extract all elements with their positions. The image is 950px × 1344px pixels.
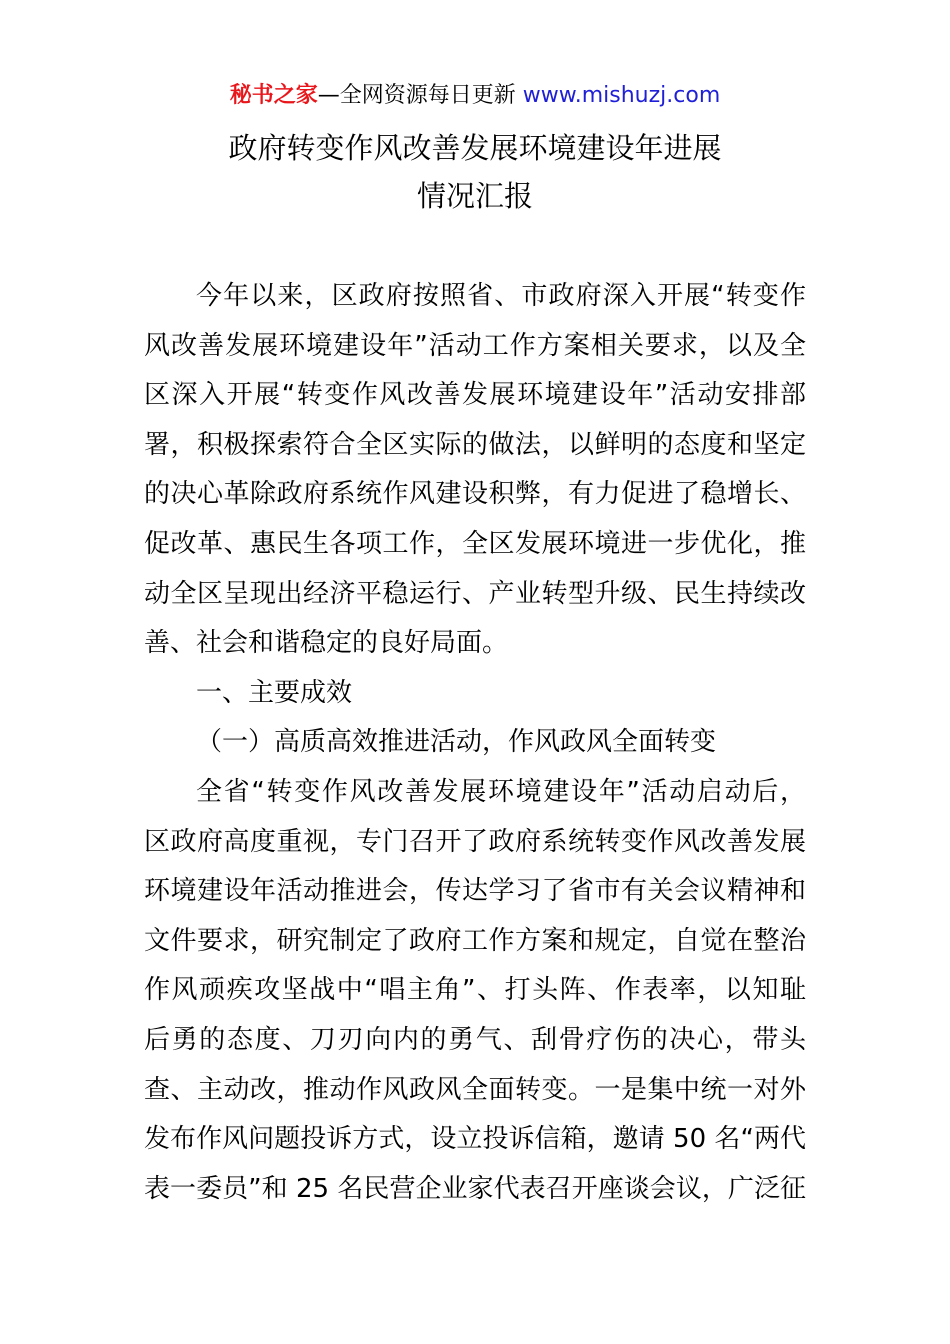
body-line: 文件要求，研究制定了政府工作方案和规定，自觉在整治	[144, 925, 806, 956]
body-line: 查、主动改，推动作风政风全面转变。一是集中统一对外	[144, 1074, 806, 1105]
document-title-line-1: 政府转变作风改善发展环境建设年进展	[228, 131, 722, 165]
body-line: 作风顽疾攻坚战中“唱主角”、打头阵、作表率，以知耻	[144, 975, 806, 1006]
site-tagline: —全网资源每日更新	[317, 83, 516, 108]
body-line: 表一委员”和 25 名民营企业家代表召开座谈会议，广泛征	[144, 1173, 806, 1204]
site-header	[0, 80, 950, 112]
body-line: 署，积极探索符合全区实际的做法，以鲜明的态度和坚定	[144, 429, 806, 460]
document-title-line-2: 情况汇报	[416, 179, 533, 213]
body-line: 今年以来，区政府按照省、市政府深入开展“转变作	[196, 281, 806, 311]
body-line: 促改革、惠民生各项工作，全区发展环境进一步优化，推	[144, 528, 806, 559]
body-line: 动全区呈现出经济平稳运行、产业转型升级、民生持续改	[144, 578, 806, 609]
document-body	[144, 276, 806, 1218]
subsection-heading: （一）高质高效推进活动，作风政风全面转变	[196, 727, 717, 758]
body-line: 风改善发展环境建设年”活动工作方案相关要求，以及全	[144, 330, 806, 361]
body-line: 环境建设年活动推进会，传达学习了省市有关会议精神和	[144, 876, 806, 907]
site-url[interactable]: www.mishuzj.com	[522, 83, 721, 108]
body-line: 区政府高度重视，专门召开了政府系统转变作风改善发展	[144, 826, 806, 857]
body-line: 善、社会和谐稳定的良好局面。	[144, 628, 509, 659]
body-line: 的决心革除政府系统作风建设积弊，有力促进了稳增长、	[144, 479, 806, 510]
body-line: 区深入开展“转变作风改善发展环境建设年”活动安排部	[144, 380, 806, 411]
body-line: 后勇的态度、刀刃向内的勇气、刮骨疗伤的决心，带头	[144, 1024, 806, 1055]
body-line: 全省“转变作风改善发展环境建设年”活动启动后，	[196, 776, 806, 807]
site-brand: 秘书之家	[229, 83, 318, 108]
section-heading: 一、主要成效	[196, 677, 353, 708]
body-line: 发布作风问题投诉方式，设立投诉信箱，邀请 50 名“两代	[144, 1124, 806, 1155]
